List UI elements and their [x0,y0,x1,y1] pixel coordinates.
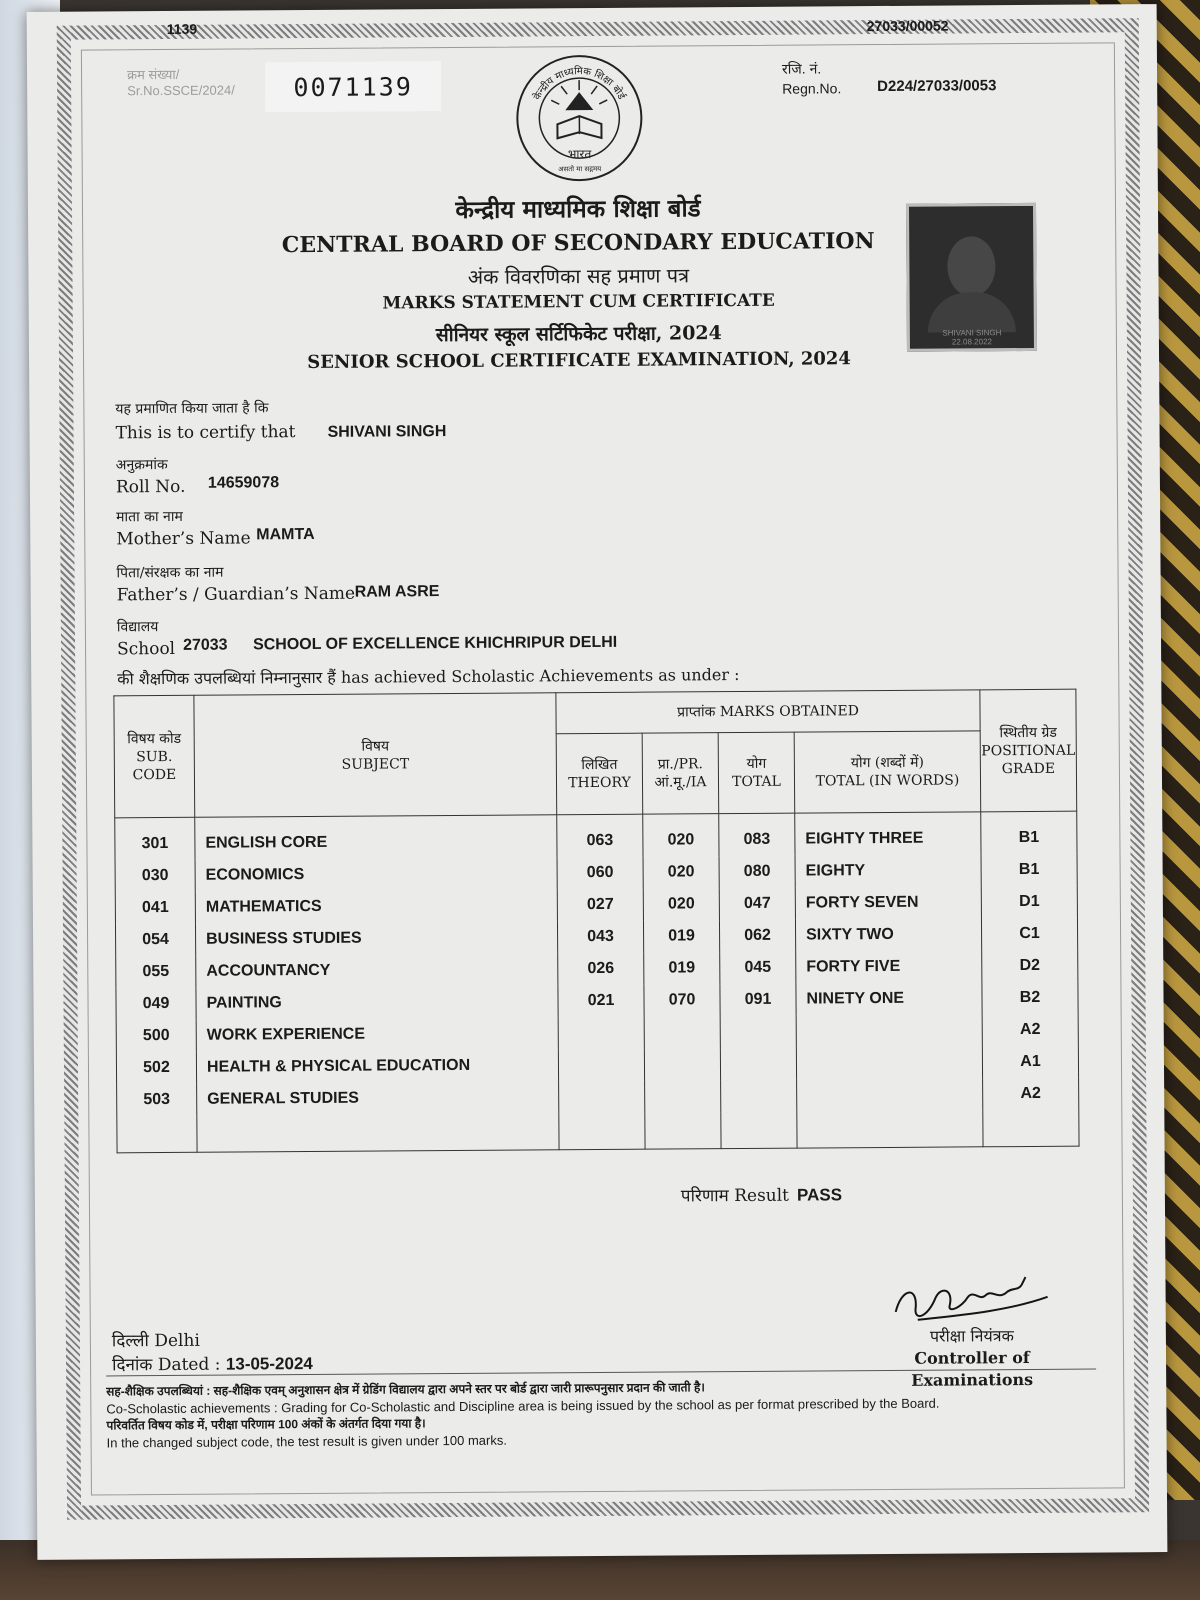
document-title-en: MARKS STATEMENT CUM CERTIFICATE [382,290,775,314]
footer-note2-hi: परिवर्तित विषय कोड में, परीक्षा परिणाम 100 अंकों के अंतर्गत दिया गया है। [106,1416,426,1433]
result-label: परिणाम Result [680,1185,790,1207]
empty-cell [645,1112,721,1149]
subject-code: 030 [115,860,195,893]
emblem-country: भारत [567,147,592,162]
header-sub-code [114,695,195,818]
top-reg-fragment: 27033/00052 [866,17,949,35]
footer-note1-en: Co-Scholastic achievements : Grading for Co-Scholastic and Discipline area is being issued by the school as per format prescribed by the Board. [106,1395,940,1417]
total-marks [721,1080,797,1113]
theory-marks: 043 [557,921,643,954]
header-sub-code-hi: विषय कोड [127,730,182,747]
positional-grade: A1 [982,1046,1078,1079]
header-subject-hi: विषय [361,737,390,755]
subject-name: ECONOMICS [195,857,557,892]
emblem-ring-text: केन्द्रीय माध्यमिक शिक्षा बोर्ड [531,66,627,102]
theory-marks [559,1081,645,1114]
marks-table-body [115,811,1079,1153]
candidate-photo [906,203,1037,352]
father-name: RAM ASRE [354,583,440,601]
empty-cell [721,1112,797,1149]
positional-grade: C1 [981,918,1077,951]
father-label-en: Father’s / Guardian’s Name [116,583,356,606]
header-positional-grade [980,689,1077,812]
roll-label-hi: अनुक्रमांक [115,456,168,474]
header-grade-en1: POSITIONAL [981,742,1076,759]
mother-label-hi: माता का नाम [116,508,183,526]
achievements-intro: की शैक्षणिक उपलब्धियां निम्नानुसार हैं has achieved Scholastic Achievements as under : [117,665,740,689]
header-theory-hi: लिखित [581,756,618,774]
practical-marks [645,1080,721,1113]
theory-marks: 026 [558,953,644,986]
cbse-emblem-logo [513,52,646,185]
practical-marks: 020 [643,814,719,857]
subject-name: PAINTING [196,985,558,1020]
practical-marks: 019 [643,920,719,953]
regn-number: D224/27033/0053 [877,77,997,96]
marks-table-header [114,689,1076,737]
mother-label-en: Mother’s Name [116,528,251,550]
marks-certificate-sheet [27,4,1168,1560]
subject-name: WORK EXPERIENCE [196,1017,558,1052]
theory-marks [558,1049,644,1082]
dated-label: दिनांक Dated : [111,1354,221,1376]
total-in-words: EIGHTY THREE [795,812,981,856]
header-sub-code-en2: CODE [132,766,177,783]
serial-label-hi: क्रम संख्या/ [126,66,180,83]
practical-marks [644,1048,720,1081]
subject-name: ACCOUNTANCY [196,953,558,988]
total-in-words: EIGHTY [795,854,981,887]
header-theory [556,733,643,815]
header-marks-obtained: प्राप्तांक MARKS OBTAINED [556,690,980,734]
header-total-en: TOTAL [732,773,781,791]
empty-cell [983,1110,1079,1147]
theory-marks: 021 [558,985,644,1018]
exam-title-en: SENIOR SCHOOL CERTIFICATE EXAMINATION, 2024 [307,348,851,374]
certify-label-hi: यह प्रमाणित किया जाता है कि [115,400,269,418]
photo-face [947,236,995,296]
regn-label-en: Regn.No. [782,80,842,97]
table-spacer-row [117,1110,1079,1153]
header-total-words [794,731,981,813]
table-row [115,811,1077,860]
photo-caption-date: 22.08.2022 [951,337,992,347]
place-city-en: Delhi [154,1330,200,1352]
subject-code: 301 [115,817,195,860]
mother-name: MAMTA [256,525,315,544]
header-grade-en2: GRADE [1001,760,1056,777]
header-total-hi: योग [746,755,767,772]
positional-grade: D1 [981,886,1077,919]
controller-title-hi: परीक्षा नियंत्रक [929,1326,1014,1346]
controller-signature [887,1267,1051,1328]
theory-marks: 027 [557,889,643,922]
practical-marks: 020 [643,888,719,921]
photo-body [928,292,1016,333]
empty-cell [197,1113,559,1152]
subject-code: 049 [116,988,196,1021]
roll-label-en: Roll No. [115,476,186,498]
total-in-words [796,1014,982,1047]
marks-table [113,689,1079,1154]
total-marks: 080 [719,856,795,889]
header-practical-pr: प्रा./PR. [657,756,704,773]
photo-caption [920,328,1024,347]
header-practical-ia: आं.मू./IA [654,774,707,791]
empty-cell [117,1116,197,1153]
subject-code: 055 [116,956,196,989]
top-serial-fragment: 1139 [166,20,198,37]
exam-title-hi: सीनियर स्कूल सर्टिफिकेट परीक्षा, 2024 [435,322,722,347]
roll-number: 14659078 [207,474,280,492]
total-in-words: FORTY FIVE [796,950,982,983]
candidate-name: SHIVANI SINGH [327,423,447,441]
total-marks [720,1016,796,1049]
theory-marks: 060 [557,857,643,890]
board-title-hi: केन्द्रीय माध्यमिक शिक्षा बोर्ड [455,193,701,224]
practical-marks: 070 [644,984,720,1017]
theory-marks: 063 [557,814,643,857]
school-name: SCHOOL OF EXCELLENCE KHICHRIPUR DELHI [252,633,618,654]
header-grade-hi: स्थितीय ग्रेड [999,724,1057,741]
positional-grade: B1 [981,811,1077,854]
place-and-date [112,1328,313,1377]
positional-grade: A2 [982,1014,1078,1047]
header-practical [642,733,719,815]
subject-code: 041 [115,892,195,925]
school-code: 27033 [182,636,228,654]
total-in-words: NINETY ONE [796,982,982,1015]
positional-grade: D2 [982,950,1078,983]
total-in-words: FORTY SEVEN [795,886,981,919]
subject-name: MATHEMATICS [195,889,557,924]
certify-label-en: This is to certify that [115,422,296,444]
header-total-words-en: TOTAL (IN WORDS) [815,772,960,790]
serial-label [127,67,235,100]
emblem-motto: असतो मा सद्गमय [558,164,602,174]
footer-note1-hi: सह-शैक्षिक उपलब्धियां : सह-शैक्षिक एवम् अनुशासन क्षेत्र में ग्रेडिंग विद्यालय द्वारा अपने स्तर पर बोर्ड द्वारा जारी प्रारूपनुसार प्रदान की जाती है। [106,1380,705,1399]
positional-grade: A2 [983,1078,1079,1111]
footer-notes [106,1376,1106,1451]
school-label-hi: विद्यालय [116,619,159,636]
subject-code: 054 [115,924,195,957]
total-marks: 083 [719,813,795,856]
total-marks: 091 [720,984,796,1017]
serial-number: 0071139 [265,61,441,112]
subject-name: ENGLISH CORE [195,815,557,860]
positional-grade: B1 [981,854,1077,887]
total-marks: 062 [719,920,795,953]
regn-label [782,58,841,98]
positional-grade: B2 [982,982,1078,1015]
document-title-hi: अंक विवरणिका सह प्रमाण पत्र [467,263,690,289]
place-city [112,1328,313,1353]
header-theory-en: THEORY [568,774,631,792]
total-marks: 047 [719,888,795,921]
serial-label-en: Sr.No.SSCE/2024/ [127,82,235,99]
regn-label-hi: रजि. नं. [781,60,822,77]
subject-name: HEALTH & PHYSICAL EDUCATION [196,1049,558,1084]
subject-code: 503 [117,1084,197,1117]
photo-caption-name: SHIVANI SINGH [942,328,1002,338]
empty-cell [797,1110,983,1148]
header-total-words-hi: योग (शब्दों में) [850,754,924,772]
header-total [718,732,795,814]
issue-date: 13-05-2024 [225,1353,313,1374]
total-in-words [797,1078,983,1111]
total-in-words [796,1046,982,1079]
total-marks: 045 [720,952,796,985]
practical-marks [644,1016,720,1049]
subject-name: BUSINESS STUDIES [195,921,557,956]
subject-name: GENERAL STUDIES [197,1081,559,1116]
practical-marks: 020 [643,856,719,889]
empty-cell [559,1113,645,1150]
result [681,1182,842,1206]
total-in-words: SIXTY TWO [795,918,981,951]
result-value: PASS [796,1185,843,1205]
header-sub-code-en1: SUB. [136,748,173,765]
father-label-hi: पिता/संरक्षक का नाम [116,564,224,582]
header-subject [194,693,557,818]
subject-code: 502 [116,1052,196,1085]
school-label-en: School [116,638,176,660]
total-marks [720,1048,796,1081]
practical-marks: 019 [644,952,720,985]
header-subject-en: SUBJECT [341,755,410,773]
place-city-hi: दिल्ली [111,1331,149,1352]
controller-title-en: Controller of Examinations [911,1347,1034,1390]
theory-marks [558,1017,644,1050]
board-title-en: CENTRAL BOARD OF SECONDARY EDUCATION [281,228,875,259]
footer-note2-en: In the changed subject code, the test result is given under 100 marks. [106,1432,508,1451]
subject-code: 500 [116,1020,196,1053]
